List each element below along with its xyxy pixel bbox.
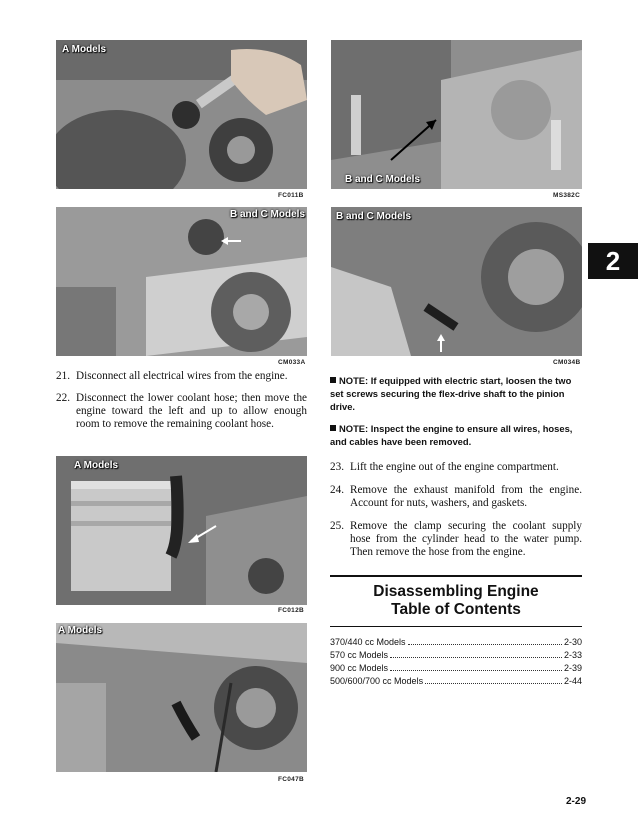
photo-label: B and C Models xyxy=(345,174,421,185)
toc-entry-page: 2-33 xyxy=(563,650,582,660)
photo-label: A Models xyxy=(62,44,107,55)
step-number: 22. xyxy=(56,392,70,404)
instruction-step xyxy=(56,392,307,446)
instruction-step xyxy=(330,520,582,562)
section-tab: 2 xyxy=(588,243,638,279)
instruction-step xyxy=(330,461,582,475)
instruction-step xyxy=(56,370,307,384)
step-number: 23. xyxy=(330,461,344,473)
step-text: Remove the exhaust manifold from the engine. Account for nuts, washers, and gaskets. xyxy=(350,484,582,509)
step-number: 24. xyxy=(330,484,344,496)
step-text: Lift the engine out of the engine compartment. xyxy=(350,461,559,473)
toc-leader xyxy=(390,657,562,658)
page-number: 2-29 xyxy=(565,796,586,807)
toc-entry[interactable] xyxy=(330,636,582,648)
photo-label: B and C Models xyxy=(230,209,306,220)
step-text: Disconnect all electrical wires from the engine. xyxy=(76,370,288,382)
toc-leader xyxy=(390,670,562,671)
toc-entry-page: 2-44 xyxy=(563,676,582,686)
step-number: 21. xyxy=(56,370,70,382)
step-text: Disconnect the lower coolant hose; then move the engine toward the left and up to allow enough room to remove the remaining coolant hose. xyxy=(76,392,307,430)
photo-label: B and C Models xyxy=(336,211,412,222)
engine-photo-illustration xyxy=(331,40,582,189)
photo-label: A Models xyxy=(58,625,103,636)
toc-entry-label: 370/440 cc Models xyxy=(330,637,406,647)
toc-entry[interactable] xyxy=(330,675,582,687)
photo-fc012b xyxy=(56,456,307,605)
photo-caption: FC047B xyxy=(278,776,305,783)
toc-leader xyxy=(425,683,562,684)
photo-caption: FC011B xyxy=(278,192,304,199)
instruction-step xyxy=(330,484,582,512)
photo-ms382c xyxy=(331,40,582,189)
photo-fc047b xyxy=(56,623,307,772)
photo-caption: CM034B xyxy=(553,359,581,366)
note-block xyxy=(330,374,582,413)
toc-entry-page: 2-30 xyxy=(563,637,582,647)
note-bullet-icon xyxy=(330,425,336,431)
toc-top-rule xyxy=(330,575,582,577)
note-text: NOTE: Inspect the engine to ensure all wires, hoses, and cables have been removed. xyxy=(330,423,573,447)
photo-caption: MS382C xyxy=(553,192,581,199)
engine-photo-illustration xyxy=(56,207,307,356)
photo-label: A Models xyxy=(74,460,119,471)
toc-heading xyxy=(330,583,582,619)
photo-caption: FC012B xyxy=(278,607,305,614)
step-text: Remove the clamp securing the coolant supply hose from the cylinder head to the water pump. Then remove the hose from the engine. xyxy=(350,520,582,558)
toc-entry[interactable] xyxy=(330,649,582,661)
engine-photo-illustration xyxy=(56,623,307,772)
step-number: 25. xyxy=(330,520,344,532)
toc-entry[interactable] xyxy=(330,662,582,674)
note-bullet-icon xyxy=(330,377,336,383)
photo-fc011b xyxy=(56,40,307,189)
note-text: NOTE: If equipped with electric start, loosen the two set screws securing the flex-drive shaft to the pinion drive. xyxy=(330,375,572,412)
toc-entry-page: 2-39 xyxy=(563,663,582,673)
toc-entry-label: 900 cc Models xyxy=(330,663,389,673)
note-block xyxy=(330,422,582,448)
photo-caption: CM033A xyxy=(278,359,306,366)
toc-title-line: Table of Contents xyxy=(391,601,521,618)
toc-entry-label: 570 cc Models xyxy=(330,650,389,660)
engine-photo-illustration xyxy=(56,40,307,189)
toc-entry-label: 500/600/700 cc Models xyxy=(330,676,424,686)
photo-cm034b xyxy=(331,207,582,356)
engine-photo-illustration xyxy=(56,456,307,605)
engine-photo-illustration xyxy=(331,207,582,356)
toc-leader xyxy=(408,644,562,645)
toc-bottom-rule xyxy=(330,626,582,627)
toc-title-line: Disassembling Engine xyxy=(373,583,539,600)
photo-cm033a xyxy=(56,207,307,356)
